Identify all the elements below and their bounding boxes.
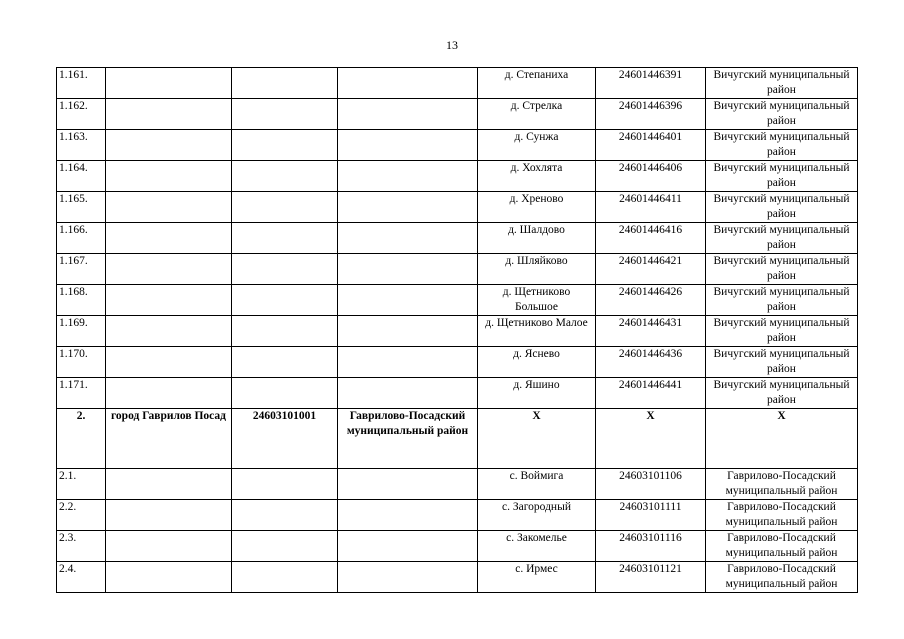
empty-cell — [106, 316, 232, 347]
table-row — [57, 68, 858, 99]
empty-cell — [232, 130, 338, 161]
settlement-name: д. Яшино — [478, 378, 596, 409]
empty-cell — [106, 531, 232, 562]
empty-cell — [232, 316, 338, 347]
oktmo-code: 24603101121 — [596, 562, 706, 593]
row-number: 1.164. — [57, 161, 106, 192]
empty-cell — [106, 192, 232, 223]
table-row — [57, 99, 858, 130]
district-name: Вичугский муниципальный район — [706, 192, 858, 223]
empty-cell — [232, 285, 338, 316]
row-number: 1.167. — [57, 254, 106, 285]
empty-cell — [338, 130, 478, 161]
empty-cell — [232, 469, 338, 500]
settlement-name: д. Сунжа — [478, 130, 596, 161]
oktmo-code: 24601446391 — [596, 68, 706, 99]
empty-cell — [338, 254, 478, 285]
district-name: Гаврилово-Посадский муниципальный район — [706, 562, 858, 593]
district-name: Вичугский муниципальный район — [706, 223, 858, 254]
table-row — [57, 223, 858, 254]
settlement-name: д. Хреново — [478, 192, 596, 223]
empty-cell — [338, 68, 478, 99]
section-mark: Х — [478, 409, 596, 469]
empty-cell — [338, 161, 478, 192]
empty-cell — [106, 562, 232, 593]
district-name: Вичугский муниципальный район — [706, 68, 858, 99]
empty-cell — [232, 531, 338, 562]
table-row — [57, 469, 858, 500]
settlement-name: д. Степаниха — [478, 68, 596, 99]
row-number: 2.3. — [57, 531, 106, 562]
row-number: 2.2. — [57, 500, 106, 531]
empty-cell — [232, 223, 338, 254]
oktmo-code: 24601446421 — [596, 254, 706, 285]
settlements-table — [56, 67, 858, 593]
empty-cell — [106, 130, 232, 161]
district-name: Вичугский муниципальный район — [706, 161, 858, 192]
row-number: 1.166. — [57, 223, 106, 254]
empty-cell — [232, 500, 338, 531]
empty-cell — [106, 347, 232, 378]
empty-cell — [338, 316, 478, 347]
empty-cell — [338, 99, 478, 130]
empty-cell — [338, 223, 478, 254]
section-code: 24603101001 — [232, 409, 338, 469]
empty-cell — [338, 285, 478, 316]
empty-cell — [106, 469, 232, 500]
settlement-name: с. Загородный — [478, 500, 596, 531]
empty-cell — [106, 378, 232, 409]
empty-cell — [232, 378, 338, 409]
empty-cell — [106, 285, 232, 316]
oktmo-code: 24603101106 — [596, 469, 706, 500]
row-number: 1.171. — [57, 378, 106, 409]
table-row — [57, 562, 858, 593]
oktmo-code: 24601446416 — [596, 223, 706, 254]
table-row — [57, 161, 858, 192]
district-name: Вичугский муниципальный район — [706, 130, 858, 161]
settlement-name: д. Яснево — [478, 347, 596, 378]
district-name: Вичугский муниципальный район — [706, 316, 858, 347]
settlement-name: д. Щетниково Малое — [478, 316, 596, 347]
oktmo-code: 24601446396 — [596, 99, 706, 130]
row-number: 2.4. — [57, 562, 106, 593]
empty-cell — [338, 347, 478, 378]
row-number: 1.170. — [57, 347, 106, 378]
section-district: Гаврилово-Посадский муниципальный район — [338, 409, 478, 469]
district-name: Вичугский муниципальный район — [706, 347, 858, 378]
row-number: 2.1. — [57, 469, 106, 500]
row-number: 1.168. — [57, 285, 106, 316]
settlement-name: д. Хохлята — [478, 161, 596, 192]
empty-cell — [106, 99, 232, 130]
district-name: Вичугский муниципальный район — [706, 254, 858, 285]
empty-cell — [338, 469, 478, 500]
empty-cell — [232, 254, 338, 285]
row-number: 1.163. — [57, 130, 106, 161]
oktmo-code: 24601446431 — [596, 316, 706, 347]
district-name: Вичугский муниципальный район — [706, 99, 858, 130]
district-name: Вичугский муниципальный район — [706, 378, 858, 409]
empty-cell — [232, 192, 338, 223]
oktmo-code: 24601446401 — [596, 130, 706, 161]
empty-cell — [338, 192, 478, 223]
empty-cell — [106, 254, 232, 285]
section-name: город Гаврилов Посад — [106, 409, 232, 469]
section-mark: Х — [706, 409, 858, 469]
oktmo-code: 24603101111 — [596, 500, 706, 531]
section-row — [57, 409, 858, 469]
district-name: Гаврилово-Посадский муниципальный район — [706, 531, 858, 562]
settlement-name: д. Шалдово — [478, 223, 596, 254]
empty-cell — [338, 500, 478, 531]
table-row — [57, 130, 858, 161]
empty-cell — [106, 500, 232, 531]
settlement-name: д. Стрелка — [478, 99, 596, 130]
district-name: Вичугский муниципальный район — [706, 285, 858, 316]
settlement-name: д. Шляйково — [478, 254, 596, 285]
oktmo-code: 24603101116 — [596, 531, 706, 562]
empty-cell — [338, 531, 478, 562]
district-name: Гаврилово-Посадский муниципальный район — [706, 500, 858, 531]
empty-cell — [106, 161, 232, 192]
table-row — [57, 531, 858, 562]
table-row — [57, 285, 858, 316]
settlement-name: д. Щетниково Большое — [478, 285, 596, 316]
page-number: 13 — [446, 38, 458, 52]
oktmo-code: 24601446426 — [596, 285, 706, 316]
table-row — [57, 316, 858, 347]
empty-cell — [232, 161, 338, 192]
row-number: 1.165. — [57, 192, 106, 223]
table-row — [57, 378, 858, 409]
settlement-name: с. Воймига — [478, 469, 596, 500]
oktmo-code: 24601446436 — [596, 347, 706, 378]
table-row — [57, 347, 858, 378]
empty-cell — [338, 378, 478, 409]
table-row — [57, 500, 858, 531]
settlement-name: с. Закомелье — [478, 531, 596, 562]
empty-cell — [106, 223, 232, 254]
settlement-name: с. Ирмес — [478, 562, 596, 593]
section-number: 2. — [57, 409, 106, 469]
row-number: 1.162. — [57, 99, 106, 130]
empty-cell — [232, 99, 338, 130]
row-number: 1.161. — [57, 68, 106, 99]
section-mark: Х — [596, 409, 706, 469]
table-row — [57, 192, 858, 223]
district-name: Гаврилово-Посадский муниципальный район — [706, 469, 858, 500]
oktmo-code: 24601446411 — [596, 192, 706, 223]
empty-cell — [338, 562, 478, 593]
empty-cell — [232, 347, 338, 378]
oktmo-code: 24601446441 — [596, 378, 706, 409]
empty-cell — [232, 562, 338, 593]
empty-cell — [232, 68, 338, 99]
oktmo-code: 24601446406 — [596, 161, 706, 192]
table-row — [57, 254, 858, 285]
row-number: 1.169. — [57, 316, 106, 347]
empty-cell — [106, 68, 232, 99]
